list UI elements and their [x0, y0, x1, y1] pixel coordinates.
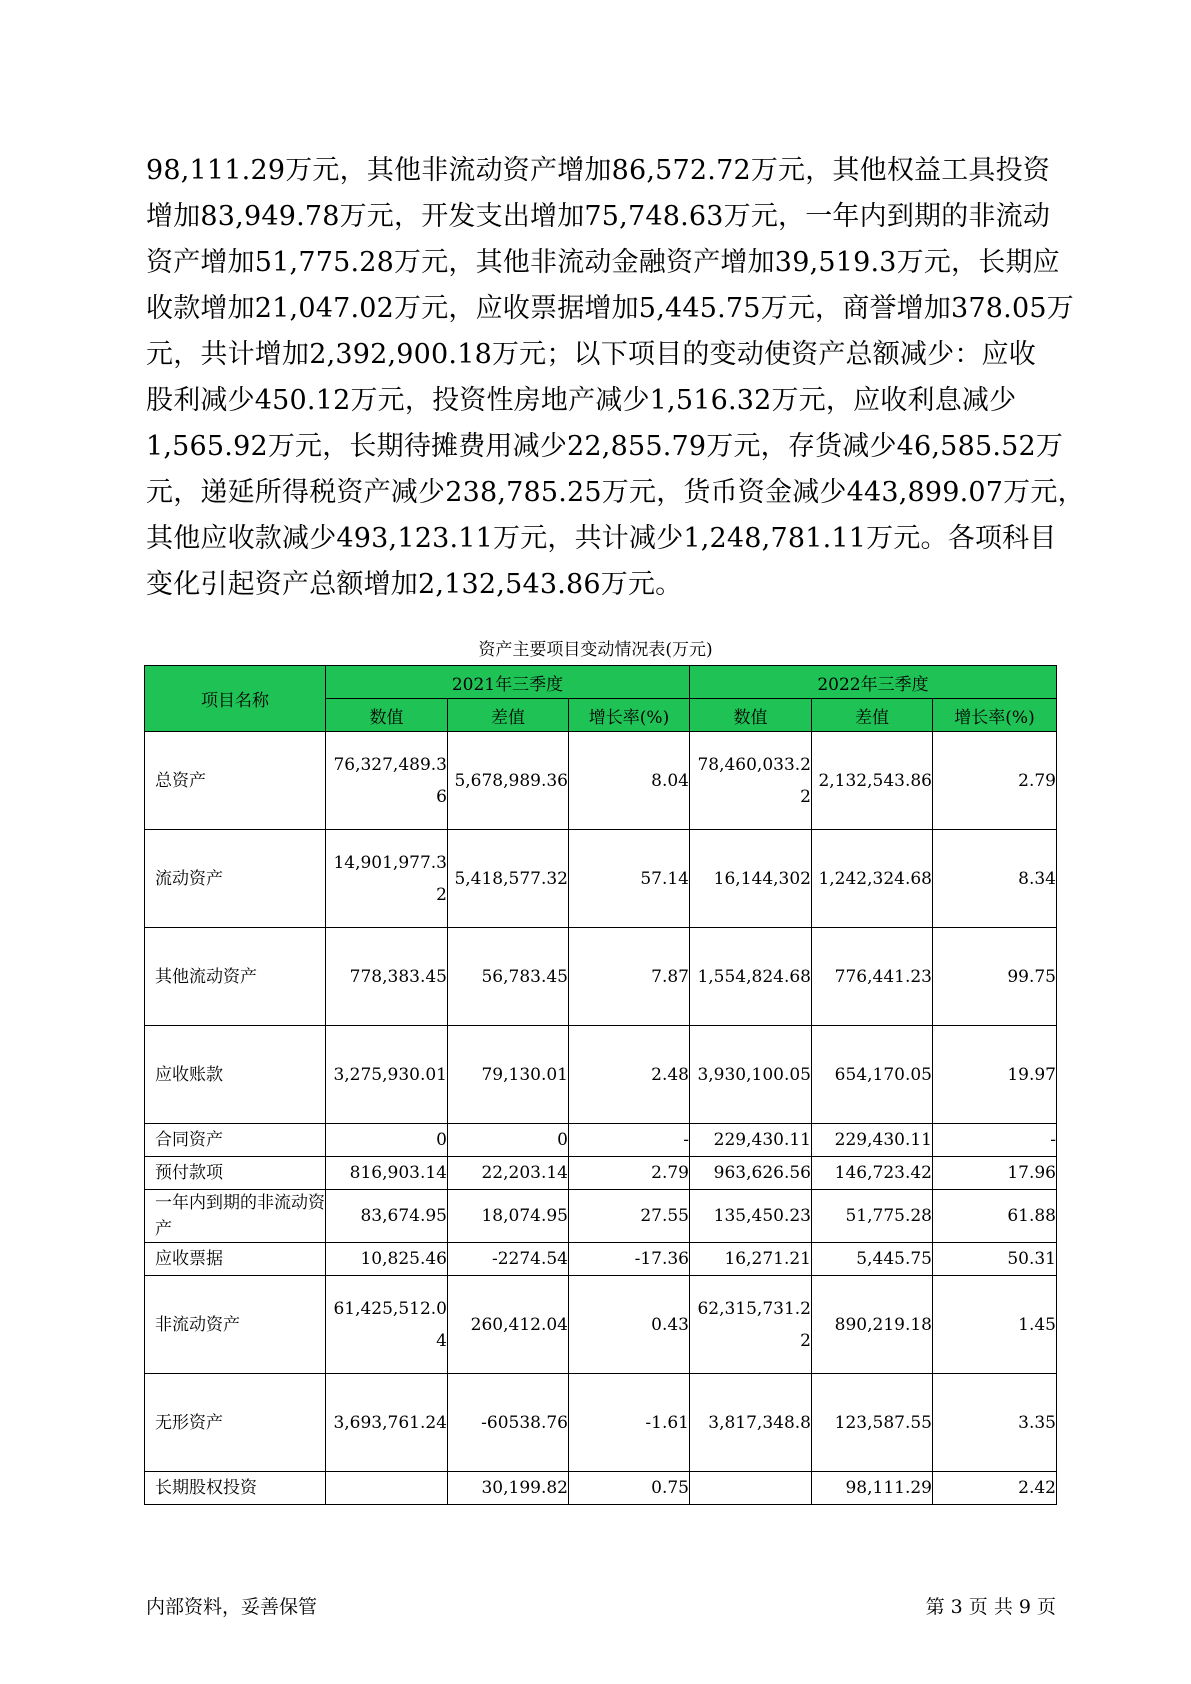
- table-row: [145, 1374, 1057, 1472]
- cell-growth-2021: -: [569, 1124, 690, 1157]
- cell-value-2021: [326, 1472, 448, 1505]
- cell-growth-2022: 8.34: [933, 830, 1057, 928]
- cell-growth-2022: -: [933, 1124, 1057, 1157]
- paragraph-line: 收款增加21,047.02万元，应收票据增加5,445.75万元，商誉增加378.05万: [146, 293, 1074, 324]
- cell-value-2022: 78,460,033.22: [690, 732, 812, 830]
- table-row: [145, 1190, 1057, 1243]
- cell-diff-2021: -60538.76: [448, 1374, 569, 1472]
- row-name: 合同资产: [145, 1124, 326, 1157]
- header-item-name: 项目名称: [145, 666, 326, 732]
- table-row: [145, 1026, 1057, 1124]
- table-row: [145, 1243, 1057, 1276]
- cell-diff-2022: 654,170.05: [812, 1026, 933, 1124]
- cell-growth-2021: 8.04: [569, 732, 690, 830]
- cell-value-2021: 816,903.14: [326, 1157, 448, 1190]
- cell-growth-2022: 50.31: [933, 1243, 1057, 1276]
- footer-confidential-note: 内部资料，妥善保管: [146, 1596, 318, 1618]
- cell-value-2021: 3,275,930.01: [326, 1026, 448, 1124]
- row-name: 流动资产: [145, 830, 326, 928]
- paragraph-line: 增加83,949.78万元，开发支出增加75,748.63万元，一年内到期的非流动: [146, 201, 1051, 232]
- table-caption: 资产主要项目变动情况表(万元): [478, 640, 713, 660]
- cell-growth-2021: 27.55: [569, 1190, 690, 1243]
- cell-diff-2021: 5,678,989.36: [448, 732, 569, 830]
- header-period-2022: 2022年三季度: [690, 666, 1057, 699]
- cell-diff-2021: 5,418,577.32: [448, 830, 569, 928]
- cell-value-2021: 10,825.46: [326, 1243, 448, 1276]
- cell-growth-2021: 0.43: [569, 1276, 690, 1374]
- cell-value-2022: 135,450.23: [690, 1190, 812, 1243]
- cell-growth-2021: -1.61: [569, 1374, 690, 1472]
- cell-value-2022: 16,271.21: [690, 1243, 812, 1276]
- table-row: [145, 830, 1057, 928]
- row-name: 非流动资产: [145, 1276, 326, 1374]
- table-row: [145, 1124, 1057, 1157]
- cell-growth-2022: 17.96: [933, 1157, 1057, 1190]
- cell-growth-2022: 3.35: [933, 1374, 1057, 1472]
- row-name: 无形资产: [145, 1374, 326, 1472]
- table-row: [145, 1276, 1057, 1374]
- footer-page-number: 第 3 页 共 9 页: [925, 1596, 1056, 1618]
- cell-diff-2022: 2,132,543.86: [812, 732, 933, 830]
- cell-growth-2022: 61.88: [933, 1190, 1057, 1243]
- cell-diff-2021: 30,199.82: [448, 1472, 569, 1505]
- cell-growth-2021: 2.48: [569, 1026, 690, 1124]
- cell-diff-2022: 146,723.42: [812, 1157, 933, 1190]
- paragraph-line: 元，递延所得税资产减少238,785.25万元，货币资金减少443,899.07万元，: [146, 477, 1085, 508]
- paragraph-line: 其他应收款减少493,123.11万元，共计减少1,248,781.11万元。各项科目: [146, 523, 1057, 554]
- paragraph-line: 变化引起资产总额增加2,132,543.86万元。: [146, 569, 683, 600]
- paragraph-line: 股利减少450.12万元，投资性房地产减少1,516.32万元，应收利息减少: [146, 385, 1017, 416]
- cell-diff-2022: 1,242,324.68: [812, 830, 933, 928]
- header-period-2021: 2021年三季度: [326, 666, 690, 699]
- paragraph-line: 1,565.92万元，长期待摊费用减少22,855.79万元，存货减少46,585.52万: [146, 431, 1064, 462]
- cell-growth-2021: 2.79: [569, 1157, 690, 1190]
- cell-growth-2022: 2.79: [933, 732, 1057, 830]
- row-name: 应收账款: [145, 1026, 326, 1124]
- row-name: 其他流动资产: [145, 928, 326, 1026]
- cell-value-2022: 963,626.56: [690, 1157, 812, 1190]
- cell-diff-2021: 22,203.14: [448, 1157, 569, 1190]
- cell-value-2021: 0: [326, 1124, 448, 1157]
- cell-growth-2022: 19.97: [933, 1026, 1057, 1124]
- cell-diff-2021: 260,412.04: [448, 1276, 569, 1374]
- table-row: [145, 732, 1057, 830]
- cell-value-2021: 3,693,761.24: [326, 1374, 448, 1472]
- header-diff-2022: 差值: [812, 699, 933, 732]
- assets-change-table: [144, 665, 1057, 1505]
- row-name: 总资产: [145, 732, 326, 830]
- cell-diff-2022: 229,430.11: [812, 1124, 933, 1157]
- cell-value-2022: 3,817,348.8: [690, 1374, 812, 1472]
- row-name: 预付款项: [145, 1157, 326, 1190]
- cell-value-2022: 229,430.11: [690, 1124, 812, 1157]
- cell-value-2021: 14,901,977.32: [326, 830, 448, 928]
- cell-diff-2022: 51,775.28: [812, 1190, 933, 1243]
- cell-value-2022: 62,315,731.22: [690, 1276, 812, 1374]
- paragraph-line: 98,111.29万元，其他非流动资产增加86,572.72万元，其他权益工具投资: [146, 155, 1051, 186]
- cell-growth-2021: 7.87: [569, 928, 690, 1026]
- cell-value-2021: 778,383.45: [326, 928, 448, 1026]
- row-name: 应收票据: [145, 1243, 326, 1276]
- row-name: 长期股权投资: [145, 1472, 326, 1505]
- cell-diff-2022: 98,111.29: [812, 1472, 933, 1505]
- table-row: [145, 928, 1057, 1026]
- table-row: [145, 1472, 1057, 1505]
- cell-growth-2022: 1.45: [933, 1276, 1057, 1374]
- cell-value-2021: 61,425,512.04: [326, 1276, 448, 1374]
- cell-value-2022: 16,144,302: [690, 830, 812, 928]
- cell-value-2022: 3,930,100.05: [690, 1026, 812, 1124]
- header-value-2022: 数值: [690, 699, 812, 732]
- cell-diff-2022: 5,445.75: [812, 1243, 933, 1276]
- table-row: [145, 1157, 1057, 1190]
- cell-value-2022: [690, 1472, 812, 1505]
- header-growth-2021: 增长率(%): [569, 699, 690, 732]
- header-diff-2021: 差值: [448, 699, 569, 732]
- cell-diff-2021: -2274.54: [448, 1243, 569, 1276]
- paragraph-line: 元，共计增加2,392,900.18万元；以下项目的变动使资产总额减少：应收: [146, 339, 1036, 370]
- cell-diff-2022: 123,587.55: [812, 1374, 933, 1472]
- cell-growth-2021: -17.36: [569, 1243, 690, 1276]
- cell-value-2021: 83,674.95: [326, 1190, 448, 1243]
- header-value-2021: 数值: [326, 699, 448, 732]
- paragraph-line: 资产增加51,775.28万元，其他非流动金融资产增加39,519.3万元，长期应: [146, 247, 1060, 278]
- cell-growth-2021: 57.14: [569, 830, 690, 928]
- cell-diff-2022: 776,441.23: [812, 928, 933, 1026]
- cell-diff-2021: 56,783.45: [448, 928, 569, 1026]
- cell-diff-2021: 79,130.01: [448, 1026, 569, 1124]
- cell-value-2021: 76,327,489.36: [326, 732, 448, 830]
- cell-diff-2021: 0: [448, 1124, 569, 1157]
- cell-growth-2021: 0.75: [569, 1472, 690, 1505]
- cell-value-2022: 1,554,824.68: [690, 928, 812, 1026]
- cell-growth-2022: 99.75: [933, 928, 1057, 1026]
- cell-diff-2022: 890,219.18: [812, 1276, 933, 1374]
- header-growth-2022: 增长率(%): [933, 699, 1057, 732]
- body-paragraph: [146, 148, 1085, 608]
- cell-diff-2021: 18,074.95: [448, 1190, 569, 1243]
- cell-growth-2022: 2.42: [933, 1472, 1057, 1505]
- row-name: 一年内到期的非流动资产: [145, 1190, 326, 1243]
